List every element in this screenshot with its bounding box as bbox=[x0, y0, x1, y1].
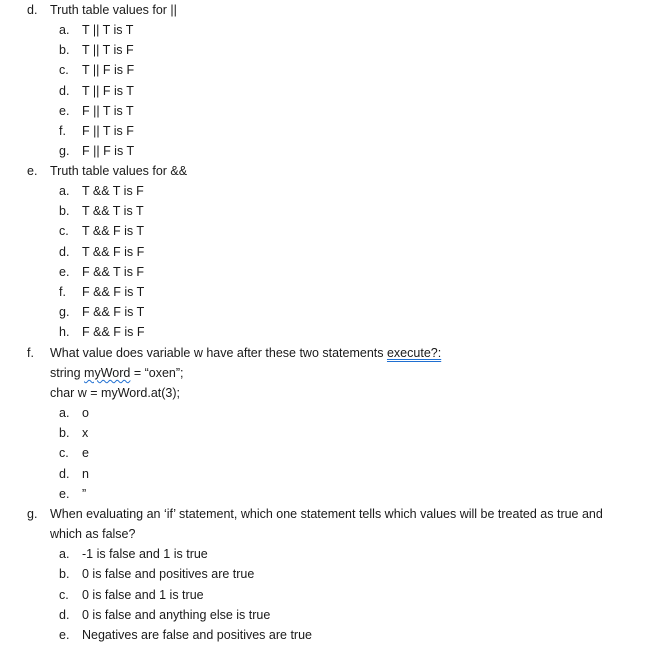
code-line-1-end: = “oxen”; bbox=[130, 366, 184, 380]
question-d-option-c-marker: c. bbox=[59, 63, 69, 77]
question-f-option-e-marker: e. bbox=[59, 487, 70, 501]
question-f-option-b: x bbox=[82, 426, 89, 440]
question-e-text: Truth table values for && bbox=[50, 164, 188, 178]
question-f-option-b-marker: b. bbox=[59, 426, 70, 440]
question-e-option-c-marker: c. bbox=[59, 224, 69, 238]
question-d-option-e-marker: e. bbox=[59, 104, 70, 118]
question-e-option-f-marker: f. bbox=[59, 285, 66, 299]
question-e-option-f: F && F is T bbox=[82, 285, 145, 299]
spellcheck-flagged-word: myWord bbox=[84, 366, 131, 380]
question-d-option-b: T || T is F bbox=[82, 43, 134, 57]
question-e-option-b-marker: b. bbox=[59, 204, 70, 218]
question-f-option-a-marker: a. bbox=[59, 406, 70, 420]
question-d-option-g-marker: g. bbox=[59, 144, 70, 158]
question-e-option-h-marker: h. bbox=[59, 325, 70, 339]
question-d-option-f-marker: f. bbox=[59, 124, 66, 138]
question-g-text-line-1: When evaluating an ‘if’ statement, which one statement tells which values will be treated as true and bbox=[50, 507, 603, 521]
code-line-1-start: string bbox=[50, 366, 85, 380]
question-e-option-c: T && F is T bbox=[82, 224, 145, 238]
question-g-option-a-marker: a. bbox=[59, 547, 70, 561]
code-line-2: char w = myWord.at(3); bbox=[50, 386, 181, 400]
question-e-option-a-marker: a. bbox=[59, 184, 70, 198]
question-f-option-d-marker: d. bbox=[59, 467, 70, 481]
question-d-option-b-marker: b. bbox=[59, 43, 70, 57]
question-d-option-c: T || F is F bbox=[82, 63, 135, 77]
question-e-option-g-marker: g. bbox=[59, 305, 70, 319]
question-g-option-d: 0 is false and anything else is true bbox=[82, 608, 271, 622]
question-e-option-d-marker: d. bbox=[59, 245, 70, 259]
question-f-option-d: n bbox=[82, 467, 89, 481]
question-f-option-a: o bbox=[82, 406, 89, 420]
question-g-option-e-marker: e. bbox=[59, 628, 70, 642]
question-d-option-a-marker: a. bbox=[59, 23, 70, 37]
question-e-option-g: F && F is T bbox=[82, 305, 145, 319]
question-d-option-a: T || T is T bbox=[82, 23, 134, 37]
question-d-text: Truth table values for || bbox=[50, 3, 177, 17]
question-f-option-e: ” bbox=[82, 487, 87, 501]
question-d-option-f: F || T is F bbox=[82, 124, 134, 138]
question-g-option-d-marker: d. bbox=[59, 608, 70, 622]
question-d-option-d: T || F is T bbox=[82, 84, 134, 98]
question-g-option-b-marker: b. bbox=[59, 567, 70, 581]
question-g-marker: g. bbox=[27, 507, 38, 521]
question-e-option-d: T && F is F bbox=[82, 245, 145, 259]
question-f-marker: f. bbox=[27, 346, 34, 360]
question-f-text bbox=[50, 346, 441, 361]
question-e-option-e-marker: e. bbox=[59, 265, 70, 279]
question-e-option-e: F && T is F bbox=[82, 265, 145, 279]
question-e-marker: e. bbox=[27, 164, 38, 178]
question-d-option-e: F || T is T bbox=[82, 104, 134, 118]
question-g-text-line-2: which as false? bbox=[50, 527, 136, 541]
question-d-option-d-marker: d. bbox=[59, 84, 70, 98]
question-g-option-c-marker: c. bbox=[59, 588, 69, 602]
question-f-text-main: What value does variable w have after these two statements bbox=[50, 346, 387, 360]
question-e-option-a: T && T is F bbox=[82, 184, 144, 198]
question-e-option-b: T && T is T bbox=[82, 204, 144, 218]
question-d-option-g: F || F is T bbox=[82, 144, 135, 158]
question-d-marker: d. bbox=[27, 3, 38, 17]
question-e-option-h: F && F is F bbox=[82, 325, 145, 339]
question-f-option-c: e bbox=[82, 446, 89, 460]
grammar-flagged-word: execute?: bbox=[386, 346, 442, 360]
question-f-option-c-marker: c. bbox=[59, 446, 69, 460]
code-line-1 bbox=[50, 366, 184, 381]
question-g-option-e: Negatives are false and positives are true bbox=[82, 628, 312, 642]
question-g-option-c: 0 is false and 1 is true bbox=[82, 588, 204, 602]
question-g-option-b: 0 is false and positives are true bbox=[82, 567, 255, 581]
question-g-option-a: -1 is false and 1 is true bbox=[82, 547, 208, 561]
